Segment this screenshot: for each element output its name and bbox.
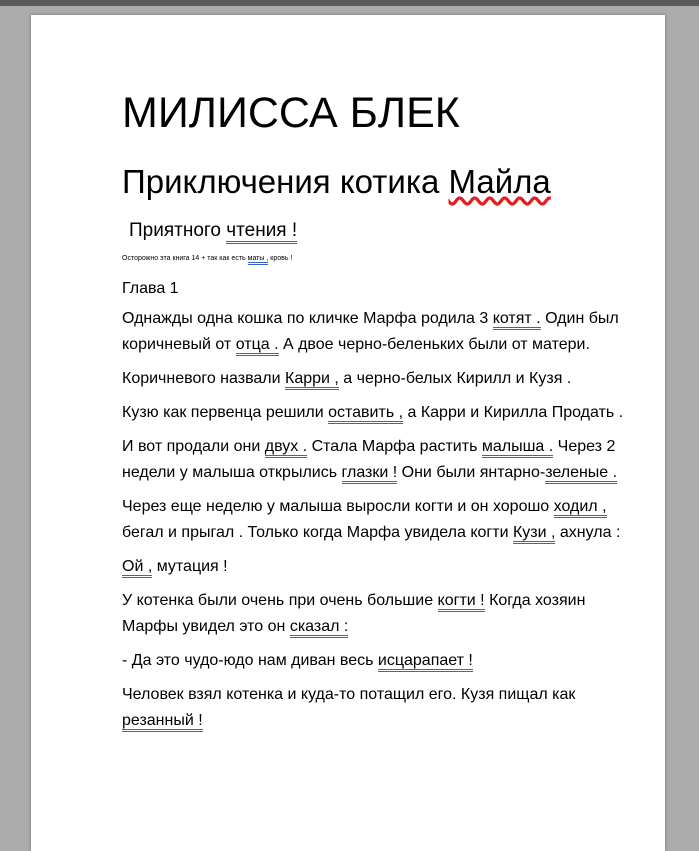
author-heading: МИЛИССА БЛЕК	[122, 89, 460, 137]
grammar-marked-word: когти !	[438, 592, 485, 612]
paragraph	[122, 648, 642, 674]
subtitle-grammar-mark: чтения !	[226, 220, 297, 244]
warning-grammar-mark: маты ,	[248, 255, 269, 265]
window-top-bar	[0, 0, 699, 6]
grammar-marked-word: глазки !	[342, 464, 398, 484]
paragraph	[122, 400, 642, 426]
paragraph	[122, 494, 642, 546]
text-run: Они были янтарно-	[397, 464, 546, 481]
text-run: Один был коричневый от	[122, 310, 619, 353]
paragraph	[122, 306, 642, 358]
text-run: У котенка были очень при очень большие	[122, 592, 438, 609]
grammar-marked-word: котят .	[493, 310, 541, 330]
text-run: Стала Марфа растить	[307, 438, 482, 455]
text-run: И вот продали они	[122, 438, 265, 455]
text-run: А двое черно-беленьких были от матери.	[278, 336, 590, 353]
subtitle	[129, 219, 642, 243]
text-run: бегал и прыгал . Только когда Марфа увидела когти	[122, 524, 513, 541]
grammar-marked-word: Карри ,	[285, 370, 339, 390]
grammar-marked-word: двух .	[265, 438, 307, 458]
grammar-marked-word: исцарапает !	[378, 652, 473, 672]
grammar-marked-word: зеленые .	[545, 464, 617, 484]
title-name-spellcheck: Майла	[448, 163, 551, 200]
book-title	[122, 162, 642, 202]
text-run: Когда хозяин Марфы увидел это он	[122, 592, 586, 635]
grammar-marked-word: отца .	[236, 336, 279, 356]
grammar-marked-word: сказал :	[290, 618, 349, 638]
age-warning	[122, 254, 642, 264]
grammar-marked-word: Ой ,	[122, 558, 152, 578]
text-run: Через 2 недели у малыша открылись	[122, 438, 616, 481]
text-run: Кузю как первенца решили	[122, 404, 329, 421]
chapter-heading: Глава 1	[122, 280, 179, 297]
text-run: Коричневого назвали	[122, 370, 285, 387]
text-run: Через еще неделю у малыша выросли когти и он хорошо	[122, 498, 554, 515]
paragraph	[122, 554, 642, 580]
text-run: а черно-белых Кирилл и Кузя .	[338, 370, 572, 387]
grammar-marked-word: ходил ,	[554, 498, 607, 518]
warning-suffix: кровь !	[268, 255, 293, 262]
grammar-marked-word: резанный !	[122, 712, 203, 732]
text-run: а Карри и Кирилла Продать .	[403, 404, 624, 421]
paragraph	[122, 682, 642, 734]
warning-prefix: Осторожно эта книга 14 + так как есть	[122, 255, 248, 262]
paragraph	[122, 434, 642, 486]
subtitle-prefix: Приятного	[129, 220, 227, 241]
paragraph	[122, 366, 642, 392]
text-run: ахнула :	[555, 524, 621, 541]
text-run: Однажды одна кошка по кличке Марфа родила 3	[122, 310, 493, 327]
grammar-marked-word: малыша .	[482, 438, 553, 458]
body-paragraphs	[122, 306, 642, 734]
text-run: мутация !	[152, 558, 228, 575]
title-text: Приключения котика	[122, 163, 449, 200]
paragraph	[122, 588, 642, 640]
grammar-marked-word: Кузи ,	[513, 524, 555, 544]
grammar-marked-word: оставить ,	[328, 404, 403, 424]
page-content	[122, 87, 642, 734]
document-page[interactable]	[31, 15, 665, 851]
text-run: Человек взял котенка и куда-то потащил его. Кузя пищал как	[122, 686, 576, 703]
text-run: - Да это чудо-юдо нам диван весь	[122, 652, 378, 669]
